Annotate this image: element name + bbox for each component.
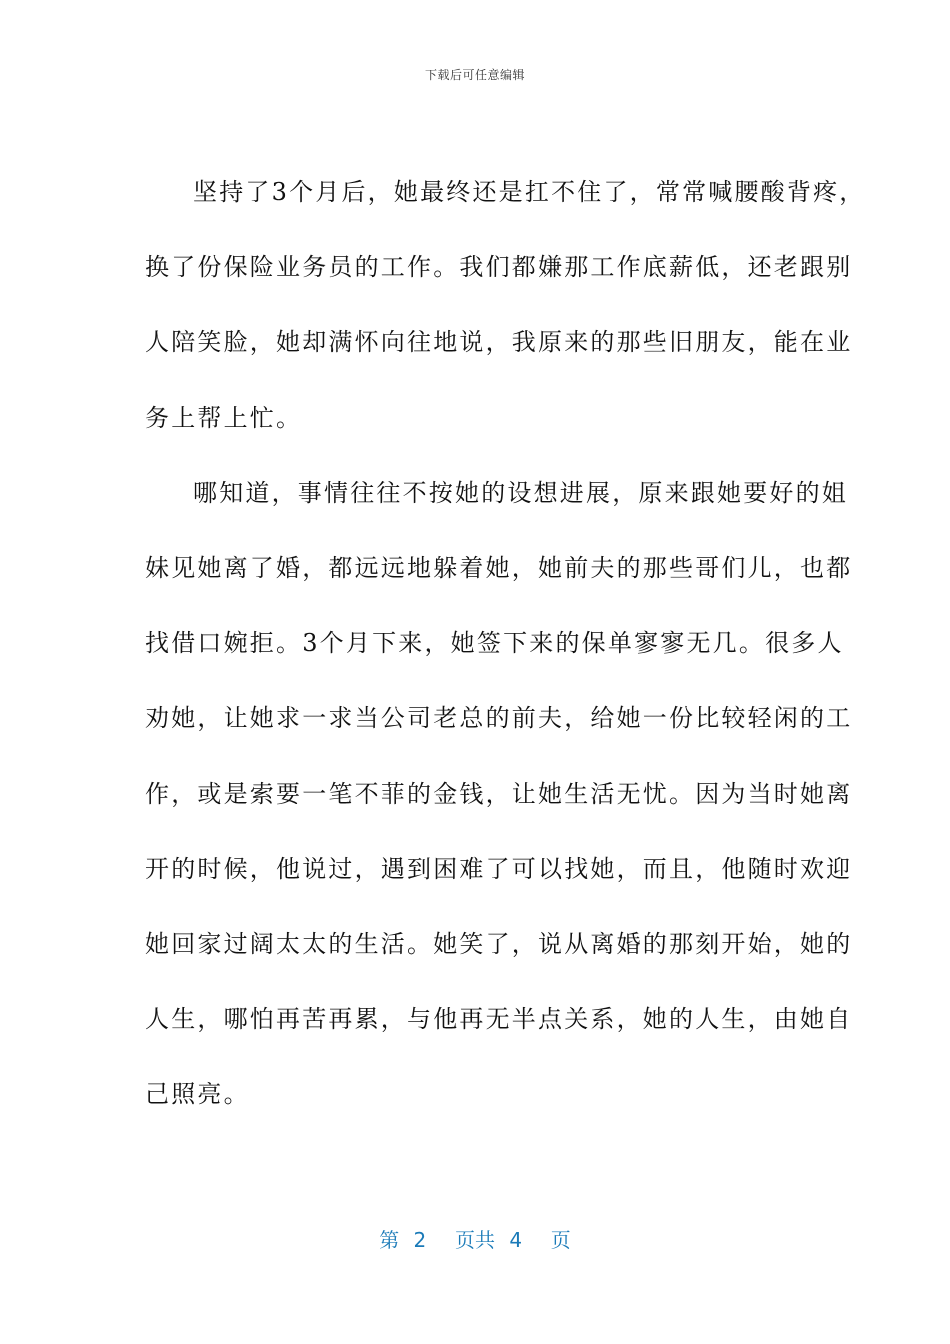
paragraph-line: 人生，哪怕再苦再累，与他再无半点关系，她的人生，由她自 <box>145 1005 853 1034</box>
paragraph-line: 找借口婉拒。3个月下来，她签下来的保单寥寥无几。很多人 <box>145 629 844 658</box>
paragraph-line: 哪知道，事情往往不按她的设想进展，原来跟她要好的姐 <box>193 478 848 507</box>
paragraph-line: 开的时候，他说过，遇到困难了可以找她，而且，他随时欢迎 <box>145 854 853 883</box>
paragraph-line: 换了份保险业务员的工作。我们都嫌那工作底薪低，还老跟别 <box>145 253 853 282</box>
paragraph-line: 她回家过阔太太的生活。她笑了，说从离婚的那刻开始，她的 <box>145 929 853 958</box>
page-footer <box>0 1224 950 1253</box>
paragraph-line: 坚持了3个月后，她最终还是扛不住了，常常喊腰酸背疼， <box>193 178 866 206</box>
paragraph-line: 劝她，让她求一求当公司老总的前夫，给她一份比较轻闲的工 <box>145 704 853 733</box>
page-number: 第 2 页共 4 页 <box>379 1228 571 1252</box>
page-header: 下载后可任意编辑 <box>424 68 525 82</box>
document-body <box>145 172 866 1149</box>
paragraph-line: 务上帮上忙。 <box>145 403 303 432</box>
paragraph-line: 妹见她离了婚，都远远地躲着她，她前夫的那些哥们儿，也都 <box>145 553 853 582</box>
paragraph-line: 人陪笑脸，她却满怀向往地说，我原来的那些旧朋友，能在业 <box>145 328 853 357</box>
paragraph-line: 己照亮。 <box>145 1080 250 1109</box>
paragraph-line: 作，或是索要一笔不菲的金钱，让她生活无忧。因为当时她离 <box>145 779 853 808</box>
